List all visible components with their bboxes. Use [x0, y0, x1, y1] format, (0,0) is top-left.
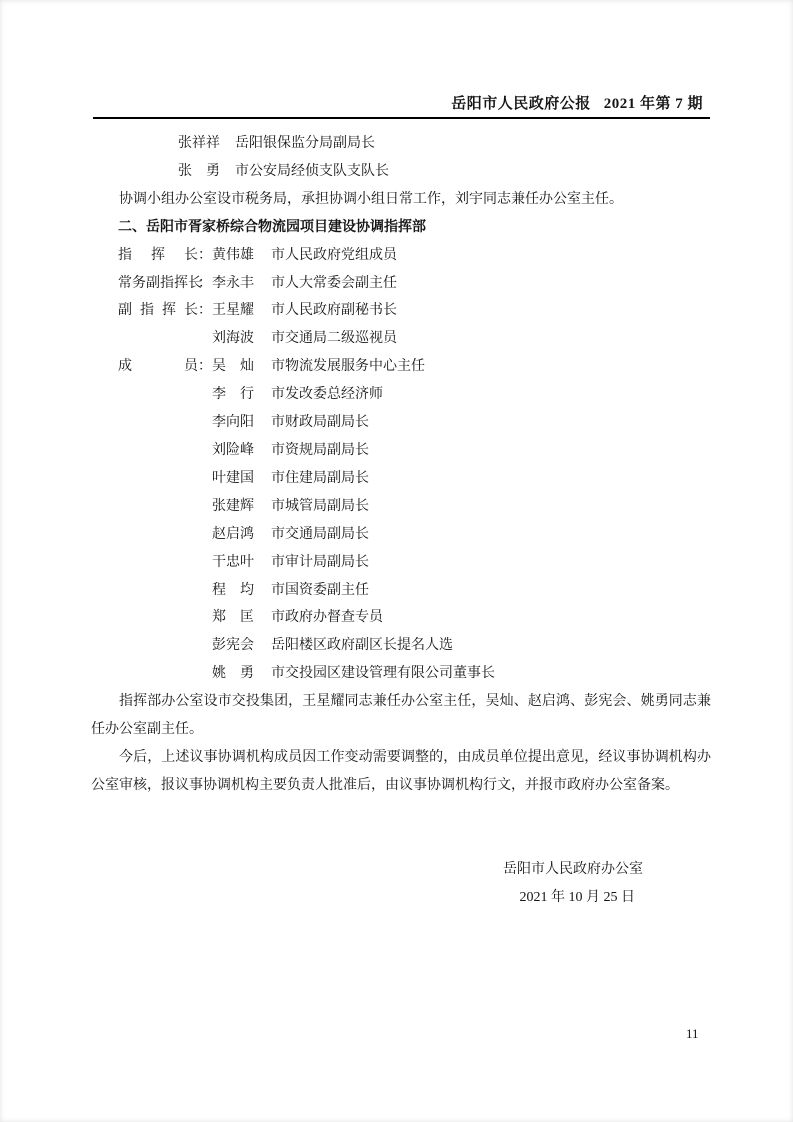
roster-row [91, 353, 711, 381]
member-title: 市交通局副局长 [271, 526, 369, 542]
role-colon: ： [198, 359, 212, 375]
role-label: 成员 [118, 359, 198, 375]
roster-row [91, 381, 711, 409]
member-title: 岳阳楼区政府副区长提名人选 [271, 638, 453, 654]
member-name: 彭宪会 [212, 638, 254, 654]
member-title: 市审计局副局长 [271, 554, 369, 570]
member-title: 市交投园区建设管理有限公司董事长 [271, 666, 495, 682]
member-name: 黄伟雄 [212, 247, 254, 263]
member-name: 李行 [212, 387, 254, 403]
document-body [91, 130, 711, 912]
signature-date: 2021 年 10 月 25 日 [519, 889, 635, 905]
member-title: 市人大常委会副主任 [271, 275, 397, 291]
member-title: 市物流发展服务中心主任 [271, 359, 425, 375]
member-title: 市人民政府副秘书长 [271, 303, 397, 319]
member-title: 市财政局副局长 [271, 415, 369, 431]
roster-row [91, 493, 711, 521]
member-name: 吴灿 [212, 359, 254, 375]
roster-row [91, 521, 711, 549]
section-heading: 二、岳阳市胥家桥综合物流园项目建设协调指挥部 [118, 219, 426, 235]
member-title: 市发改委总经济师 [271, 387, 383, 403]
member-name: 程均 [212, 582, 254, 598]
role-colon: ： [198, 303, 212, 319]
member-name: 郑匡 [212, 610, 254, 626]
member-title: 市城管局副局长 [271, 498, 369, 514]
roster-row [91, 549, 711, 577]
member-name: 干忠叶 [212, 554, 254, 570]
header-rule [93, 117, 710, 119]
member-name: 刘海波 [212, 331, 254, 347]
signature-office: 岳阳市人民政府办公室 [503, 861, 643, 877]
roster-row [91, 270, 711, 298]
role-label: 副指挥长 [118, 303, 198, 319]
roster-row [91, 409, 711, 437]
member-name: 姚勇 [212, 666, 254, 682]
roster-row [91, 632, 711, 660]
carryover-member-row [91, 158, 711, 186]
member-title: 市交通局二级巡视员 [271, 331, 397, 347]
roster-row [91, 577, 711, 605]
member-title: 岳阳银保监分局副局长 [235, 136, 375, 151]
member-name: 张勇 [178, 163, 220, 179]
roster-row [91, 660, 711, 688]
roster-row [91, 604, 711, 632]
role-label: 指挥长 [118, 247, 198, 263]
closing-paragraph: 今后，上述议事协调机构成员因工作变动需要调整的，由成员单位提出意见，经议事协调机构办公室审核，报议事协调机构主要负责人批准后，由议事协调机构行文，并报市政府办公室备案。 [91, 749, 711, 793]
member-name: 叶建国 [212, 470, 254, 486]
member-name: 刘险峰 [212, 442, 254, 458]
roster-row [91, 297, 711, 325]
role-colon: ： [198, 275, 212, 291]
paragraph-office-note: 协调小组办公室设市税务局，承担协调小组日常工作，刘宇同志兼任办公室主任。 [119, 191, 623, 207]
role-colon: ： [198, 247, 212, 263]
member-name: 王星耀 [212, 303, 254, 319]
carryover-member-row [91, 130, 711, 158]
roster-row [91, 465, 711, 493]
roster-row [91, 325, 711, 353]
gazette-header [451, 92, 703, 113]
member-title: 市公安局经侦支队支队长 [235, 163, 389, 179]
member-name: 张建辉 [212, 498, 254, 514]
closing-paragraph: 指挥部办公室设市交投集团，王星耀同志兼任办公室主任，吴灿、赵启鸿、彭宪会、姚勇同志兼任办公室副主任。 [91, 694, 711, 738]
gazette-title: 岳阳市人民政府公报 [451, 96, 591, 112]
member-title: 市资规局副局长 [271, 442, 369, 458]
member-title: 市政府办督查专员 [271, 610, 383, 626]
page-number: 11 [686, 1026, 699, 1041]
member-title: 市人民政府党组成员 [271, 247, 397, 263]
roster-row [91, 437, 711, 465]
member-title: 市国资委副主任 [271, 582, 369, 598]
gazette-issue: 2021 年第 7 期 [603, 96, 703, 112]
role-label: 常务副指挥长 [118, 275, 202, 291]
member-name: 李向阳 [212, 415, 254, 431]
member-title: 市住建局副局长 [271, 470, 369, 486]
member-name: 赵启鸿 [212, 526, 254, 542]
member-name: 李永丰 [212, 275, 254, 291]
member-name: 张祥祥 [178, 136, 220, 151]
roster-row [91, 242, 711, 270]
